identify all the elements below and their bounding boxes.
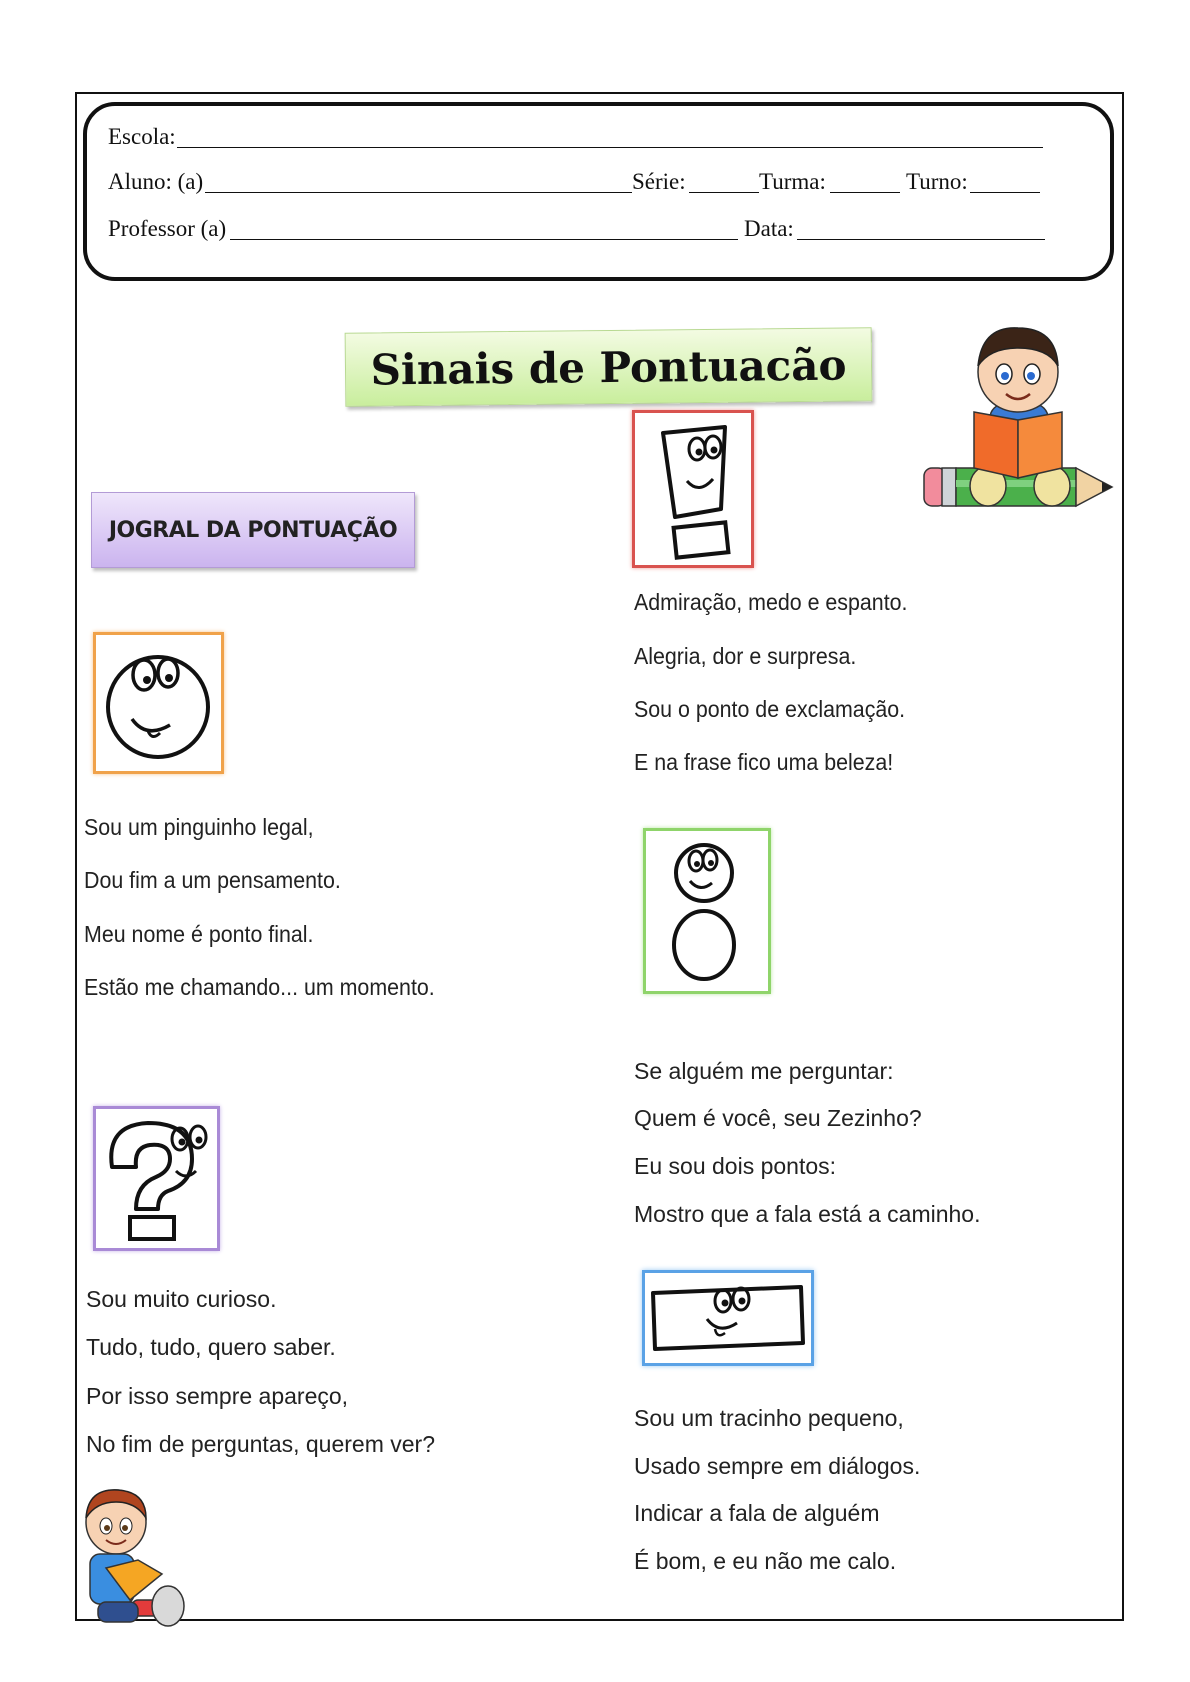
date-field[interactable] <box>797 239 1045 240</box>
question-verse-line: Sou muito curioso. <box>86 1286 277 1312</box>
question-verse-line: No fim de perguntas, querem ver? <box>86 1431 436 1457</box>
boy-on-pencil-illustration <box>912 318 1122 518</box>
question-mark-face-icon <box>96 1109 217 1248</box>
class-label: Turma: <box>759 169 826 194</box>
dash-card <box>642 1270 814 1366</box>
exclamation-verse-line: Sou o ponto de exclamação. <box>634 696 906 722</box>
shift-label: Turno: <box>906 169 968 194</box>
dash-verse-line: Sou um tracinho pequeno, <box>634 1405 904 1431</box>
school-field[interactable] <box>177 147 1043 148</box>
class-field[interactable] <box>830 192 900 193</box>
dash-verse-line: É bom, e eu não me calo. <box>634 1548 897 1574</box>
exclamation-mark-face-icon <box>635 413 751 565</box>
exclamation-verse-line: E na frase fico uma beleza! <box>634 749 894 775</box>
period-verse-line: Estão me chamando... um momento. <box>84 974 435 1000</box>
exclamation-card <box>632 410 754 568</box>
school-label: Escola: <box>108 124 176 149</box>
exclamation-verse-line: Alegria, dor e surpresa. <box>634 643 857 669</box>
dash-face-icon <box>645 1273 811 1363</box>
colon-verse-line: Mostro que a fala está a caminho. <box>634 1201 981 1227</box>
period-card <box>93 632 224 774</box>
colon-verse-line: Quem é você, seu Zezinho? <box>634 1105 922 1131</box>
teacher-label: Professor (a) <box>108 216 227 241</box>
period-verse-line: Sou um pinguinho legal, <box>84 814 314 840</box>
colon-card <box>643 828 771 994</box>
reading-boy-illustration <box>76 1488 200 1638</box>
dash-verse-line: Indicar a fala de alguém <box>634 1500 880 1526</box>
question-verse-line: Por isso sempre apareço, <box>86 1383 349 1409</box>
section-subtitle: JOGRAL DA PONTUAÇÃO <box>91 492 415 568</box>
shift-field[interactable] <box>970 192 1040 193</box>
student-label: Aluno: (a) <box>108 169 204 194</box>
period-verse-line: Dou fim a um pensamento. <box>84 867 341 893</box>
colon-face-icon <box>646 831 768 991</box>
dash-verse-line: Usado sempre em diálogos. <box>634 1453 921 1479</box>
page-title: Sinais de Pontuacão <box>345 327 873 407</box>
colon-verse-line: Eu sou dois pontos: <box>634 1153 837 1179</box>
grade-label: Série: <box>632 169 686 194</box>
period-face-icon <box>96 635 221 771</box>
colon-verse-line: Se alguém me perguntar: <box>634 1058 894 1084</box>
period-verse-line: Meu nome é ponto final. <box>84 921 314 947</box>
student-field[interactable] <box>205 192 632 193</box>
date-label: Data: <box>744 216 794 241</box>
teacher-field[interactable] <box>230 239 738 240</box>
exclamation-verse-line: Admiração, medo e espanto. <box>634 589 908 615</box>
grade-field[interactable] <box>689 192 759 193</box>
question-verse-line: Tudo, tudo, quero saber. <box>86 1334 336 1360</box>
question-card <box>93 1106 220 1251</box>
